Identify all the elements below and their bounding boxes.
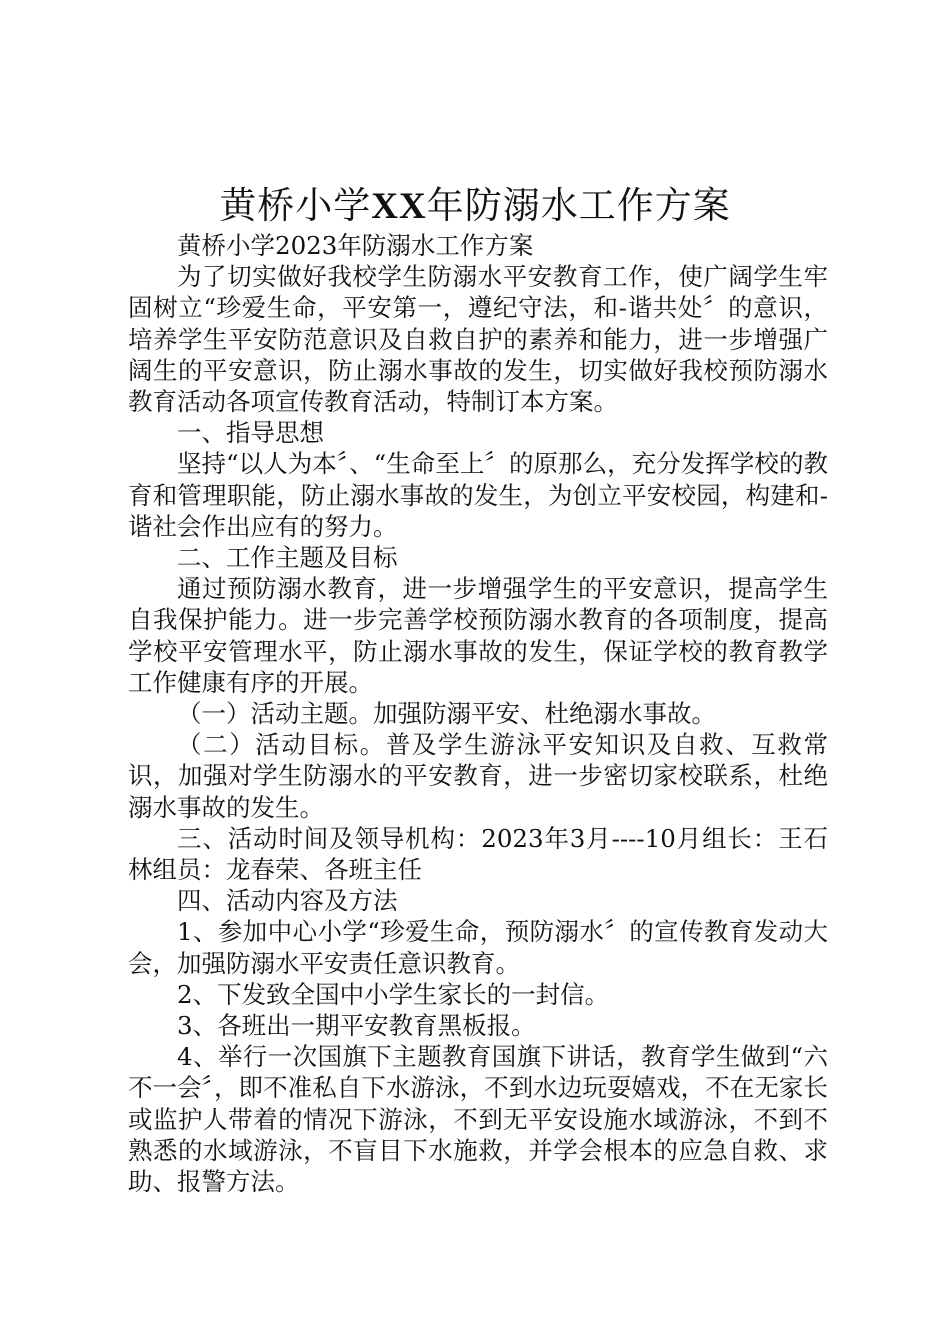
theme-goals-paragraph: 通过预防溺水教育，进一步增强学生的平安意识，提高学生自我保护能力。进一步完善学校预防溺水教育的各项制度，提高学校平安管理水平，防止溺水事故的发生，保证学校的教育教学工作健康有序的开展。 xyxy=(128,574,828,697)
content-item-2: 2、下发致全国中小学生家长的一封信。 xyxy=(177,979,610,1009)
intro-paragraph: 为了切实做好我校学生防溺水平安教育工作，使广阔学生牢固树立“珍爱生命，平安第一，遵纪守法，和-谐共处〞的意识，培养学生平安防范意识及自救自护的素养和能力，进一步增强广阔生的平安意识，防止溺水事故的发生，切实做好我校预防溺水教育活动各项宣传教育活动，特制订本方案。 xyxy=(128,262,828,417)
content-item-4: 4、举行一次国旗下主题教育国旗下讲话，教育学生做到“六不一会〞，即不准私自下水游泳，不到水边玩耍嬉戏，不在无家长或监护人带着的情况下游泳，不到无平安设施水域游泳，不到不熟悉的水域游泳，不盲目下水施救，并学会根本的应急自救、求助、报警方法。 xyxy=(128,1042,828,1197)
subtitle-paragraph: 黄桥小学2023年防溺水工作方案 xyxy=(177,231,534,260)
title-placeholder-year: XX xyxy=(371,186,427,227)
section-heading-theme-goals: 二、工作主题及目标 xyxy=(177,543,398,573)
activity-goal-paragraph: （二）活动目标。普及学生游泳平安知识及自救、互救常识，加强对学生防溺水的平安教育，进一步密切家校联系，杜绝溺水事故的发生。 xyxy=(128,730,828,822)
activity-theme-paragraph: （一）活动主题。加强防溺平安、杜绝溺水事故。 xyxy=(177,699,716,729)
content-item-3: 3、各班出一期平安教育黑板报。 xyxy=(177,1011,536,1041)
section-time-organization: 三、活动时间及领导机构：2023年3月----10月组长：王石林组员：龙春荣、各班主任 xyxy=(128,823,828,885)
guiding-ideology-paragraph: 坚持“以人为本〞、“生命至上〞的原那么，充分发挥学校的教育和管理职能，防止溺水事故的发生，为创立平安校园，构建和-谐社会作出应有的努力。 xyxy=(128,449,828,541)
document-title xyxy=(0,183,950,230)
section-heading-content-methods: 四、活动内容及方法 xyxy=(177,886,398,916)
title-suffix: 年防溺水工作方案 xyxy=(426,184,731,227)
document-body xyxy=(128,230,828,1197)
section-heading-guiding-ideology: 一、指导思想 xyxy=(177,418,324,448)
content-item-1: 1、参加中心小学“珍爱生命，预防溺水〞的宣传教育发动大会，加强防溺水平安责任意识教育。 xyxy=(128,917,828,978)
title-prefix: 黄桥小学 xyxy=(219,184,372,227)
